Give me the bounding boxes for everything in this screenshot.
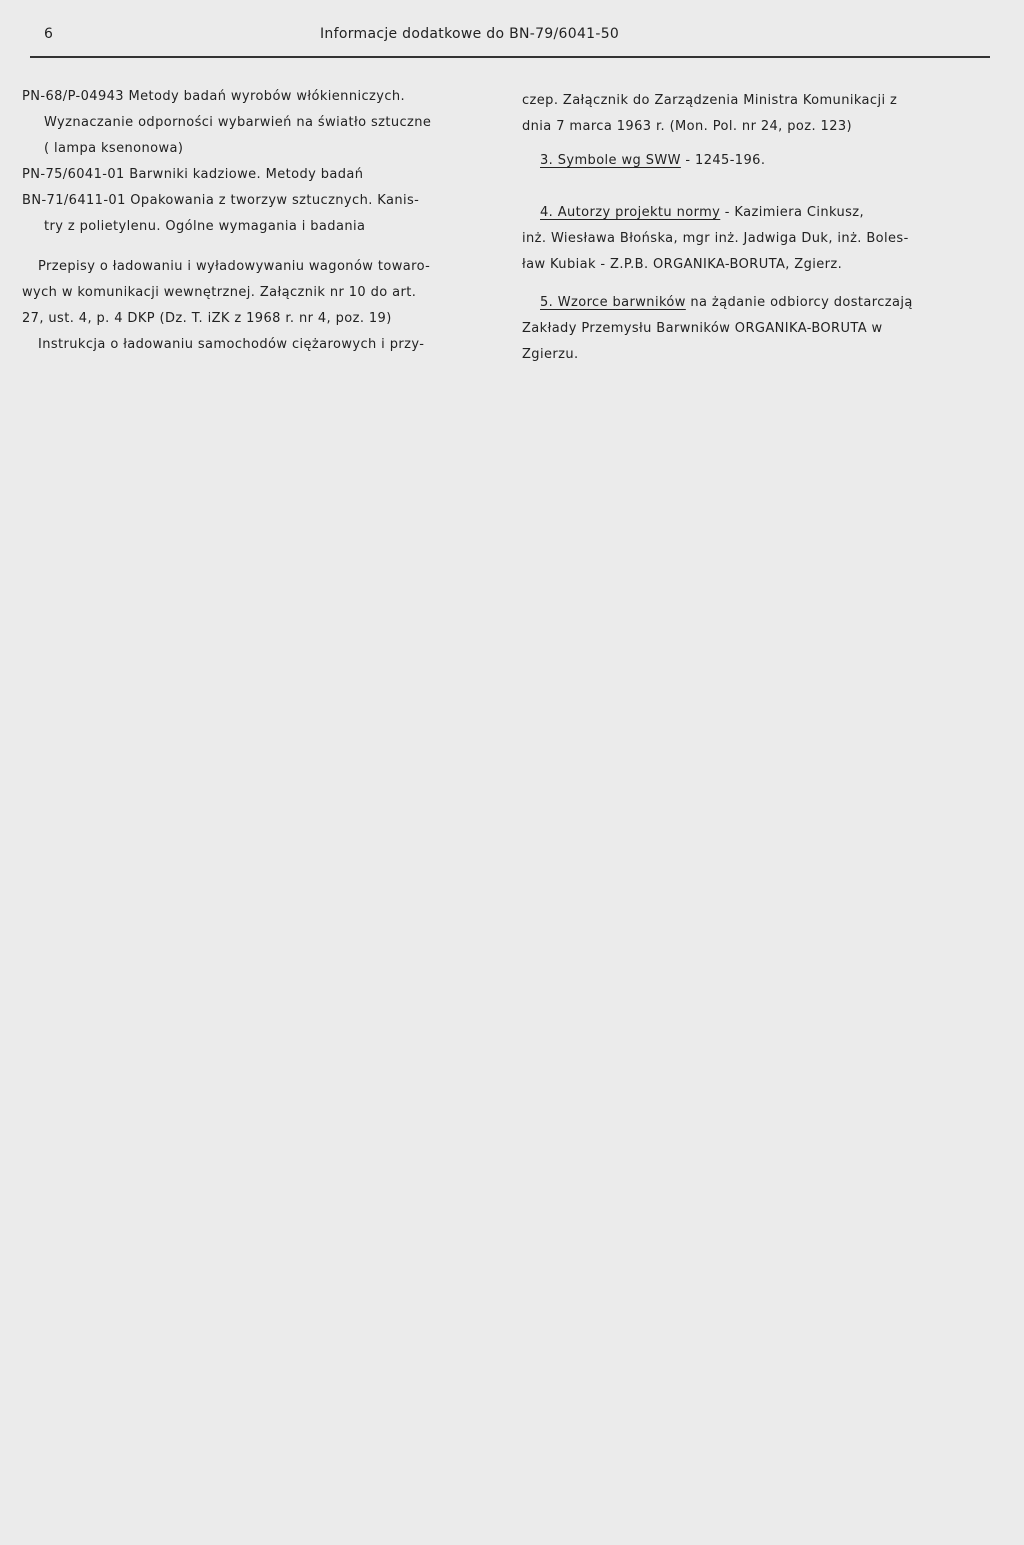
running-title: Informacje dodatkowe do BN-79/6041-50: [320, 26, 620, 42]
ref-line: try z polietylenu. Ogólne wymagania i badania: [44, 219, 366, 234]
section-4-line: inż. Wiesława Błońska, mgr inż. Jadwiga Duk, inż. Boles-: [522, 231, 909, 246]
ref-line: 27, ust. 4, p. 4 DKP (Dz. T. iZK z 1968 r. nr 4, poz. 19): [22, 311, 392, 326]
section-4: [540, 204, 864, 222]
section-4-heading: 4. Autorzy projektu normy: [540, 205, 721, 220]
ref-line: BN-71/6411-01 Opakowania z tworzyw sztucznych. Kanis-: [22, 193, 420, 208]
section-5-line: Zgierzu.: [522, 347, 579, 362]
section-5-line: Zakłady Przemysłu Barwników ORGANIKA-BORUTA w: [522, 321, 883, 336]
section-4-line: ław Kubiak - Z.P.B. ORGANIKA-BORUTA, Zgierz.: [522, 257, 843, 272]
section-4-text: - Kazimiera Cinkusz,: [720, 205, 865, 220]
section-3-heading: 3. Symbole wg SWW: [540, 153, 681, 168]
ref-line: Instrukcja o ładowaniu samochodów ciężarowych i przy-: [38, 337, 425, 352]
ref-line: Przepisy o ładowaniu i wyładowywaniu wagonów towaro-: [38, 259, 431, 274]
page-header: [0, 26, 1024, 50]
ref-line: ( lampa ksenonowa): [44, 141, 184, 156]
continuation-line: dnia 7 marca 1963 r. (Mon. Pol. nr 24, poz. 123): [522, 119, 853, 134]
ref-line: PN-68/P-04943 Metody badań wyrobów włókienniczych.: [22, 89, 406, 104]
section-3-text: - 1245-196.: [680, 153, 766, 168]
ref-line: wych w komunikacji wewnętrznej. Załącznik nr 10 do art.: [22, 285, 417, 300]
page-number: 6: [44, 26, 53, 42]
section-3: [540, 152, 765, 170]
continuation-line: czep. Załącznik do Zarządzenia Ministra Komunikacji z: [522, 93, 898, 108]
ref-line: PN-75/6041-01 Barwniki kadziowe. Metody badań: [22, 167, 364, 182]
header-rule: [30, 56, 990, 58]
section-5-heading: 5. Wzorce barwników: [540, 295, 686, 310]
ref-line: Wyznaczanie odporności wybarwień na światło sztuczne: [44, 115, 432, 130]
section-5-text: na żądanie odbiorcy dostarczają: [685, 295, 913, 310]
section-5: [540, 294, 913, 312]
